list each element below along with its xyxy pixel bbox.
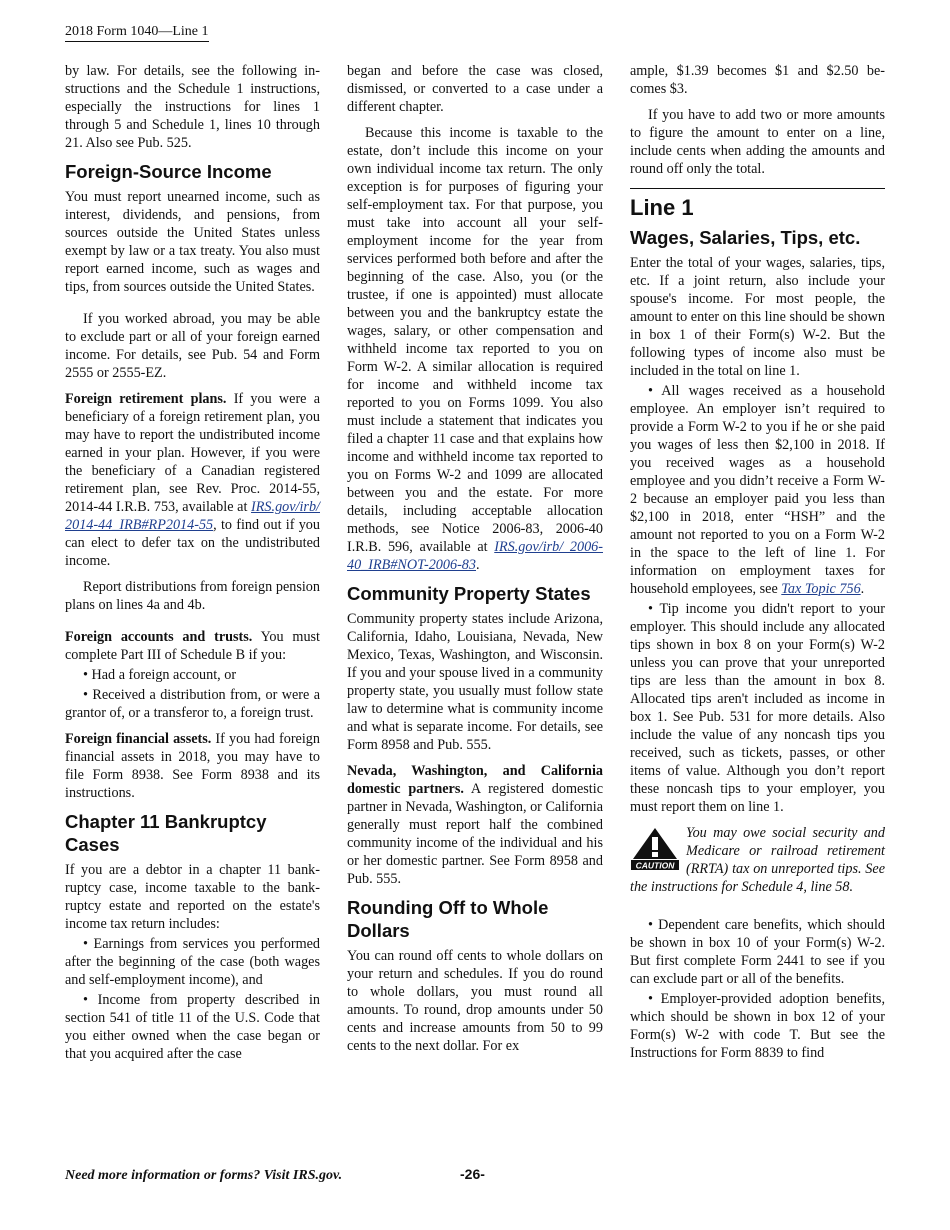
link-irb-2014-44[interactable]: IRS.gov/irb/ 2014-44_IRB#RP2014-55 bbox=[65, 499, 320, 533]
bullet-item: • Earnings from services you performed after the beginning of the case (both wages and self-employment income), and bbox=[65, 936, 320, 988]
paragraph-foreign-accounts bbox=[65, 628, 320, 664]
paragraph-text: Because this income is taxable to the estate, don’t include this income on your own individual income tax return. The only exception is for purposes of figuring your self-employment tax. For that purpose, you must take into account all your self-employment income for the year from services performed both before and after the beginning of the case. Also, you (or the trustee, if one is appointed) must allocate between you and the bankruptcy estate the wages, salary, or other compensation and withheld income tax reported to you on Form W-2. A similar allocation is required for income and withheld income tax reported to you on Forms 1099. You also must include a statement that indicates you filed a chapter 11 case and that explains how income and withheld income tax reported to you on Forms W-2 and 1099 are allocated between you and the estate. For more details, including acceptable allocation methods, see Notice 2006-83, 2006-40 I.R.B. 596, available at bbox=[347, 125, 603, 555]
runin-heading: Foreign retirement plans. bbox=[65, 391, 227, 407]
bullet-item: • Dependent care benefits, which should be shown in box 10 of your Form(s) W-2. But first complete Form 2441 to see if you can exclude part or all of the benefits. bbox=[630, 917, 885, 987]
paragraph: If you have to add two or more amounts to figure the amount to enter on a line, include cents when adding the amounts and round off only the total. bbox=[630, 107, 885, 177]
caution-label: CAUTION bbox=[635, 860, 675, 870]
column-3 bbox=[630, 62, 885, 1064]
caution-box bbox=[630, 824, 885, 896]
paragraph: If you are a debtor in a chapter 11 bankruptcy case, income taxable to the bankruptcy estate and reported on the estate's income tax return includes: bbox=[65, 862, 320, 932]
caution-text: You may owe social security and Medicare or railroad retirement (RRTA) tax on unreported tips. See the instructions for Schedule 4, line 58. bbox=[630, 825, 885, 895]
paragraph: You must report unearned income, such as interest, dividends, and pensions, from sources outside the United States unless exempt by law or a tax treaty. You also must report earned income, such as wages and tips, from sources outside the United States. bbox=[65, 189, 320, 295]
runin-heading: Foreign accounts and trusts. bbox=[65, 629, 253, 645]
paragraph-text: You must complete Part III of Schedule B if you: bbox=[65, 629, 320, 663]
footer-info: Need more information or forms? Visit IRS.gov. bbox=[65, 1168, 343, 1183]
paragraph-text: A registered domestic partner in Nevada, Washington, or California generally must report half the combined community income of the individual and his or her domestic partner. See Form 8958 and Pub. 555. bbox=[347, 781, 603, 887]
paragraph-domestic-partners bbox=[347, 762, 603, 888]
bullet-item: • Received a distribution from, or were a grantor of, or a transferor to, a foreign trust. bbox=[65, 687, 320, 721]
caution-icon bbox=[630, 826, 680, 870]
paragraph-text: . bbox=[860, 581, 865, 597]
heading-community-property: Community Property States bbox=[347, 583, 591, 604]
paragraph: ample, $1.39 becomes $1 and $2.50 becomes $3. bbox=[630, 63, 885, 97]
link-tax-topic-756[interactable]: Tax Topic 756 bbox=[781, 581, 861, 597]
section-divider bbox=[630, 188, 885, 189]
paragraph-text: If you were a beneficiary of a foreign retirement plan, you may have to report the undistributed income earned in your plan. However, if you were the beneficiary of a Canadian registered retirement plan, see Rev. Proc. 2014-55, 2014-44 I.R.B. 753, available at bbox=[65, 391, 321, 515]
paragraph: began and before the case was closed, dismissed, or converted to a case under a different chapter. bbox=[347, 63, 603, 115]
paragraph-foreign-assets bbox=[65, 730, 320, 802]
paragraph: by law. For details, see the following instructions and the Schedule 1 instructions, especially the instructions for lines 1 through 5 and Schedule 1, lines 10 through 21. Also see Pub. 525. bbox=[65, 63, 320, 151]
column-2 bbox=[347, 62, 603, 1063]
column-1 bbox=[65, 62, 320, 1065]
heading-wages: Wages, Salaries, Tips, etc. bbox=[630, 227, 861, 248]
runin-heading: Nevada, Washington, and California domestic partners. bbox=[347, 763, 603, 797]
paragraph-foreign-retirement bbox=[65, 390, 320, 570]
heading-rounding: Rounding Off to Whole Dollars bbox=[347, 897, 549, 941]
bullet-item: • Employer-provided adoption benefits, which should be shown in box 12 of your Form(s) W-2 with code T. But see the Instructions for Form 8839 to find bbox=[630, 991, 885, 1061]
paragraph: If you worked abroad, you may be able to exclude part or all of your foreign earned income. For details, see Pub. 54 and Form 2555 or 2555-EZ. bbox=[65, 311, 320, 381]
paragraph-text: , to find out if you can elect to defer tax on the undistributed income. bbox=[65, 517, 320, 569]
heading-foreign-source-income: Foreign-Source Income bbox=[65, 161, 272, 182]
bullet-item: • Income from property described in section 541 of title 11 of the U.S. Code that you either owned when the case began or that you acquired after the case bbox=[65, 992, 320, 1062]
paragraph: You can round off cents to whole dollars on your return and schedules. If you do round to whole dollars, you must round all amounts. To round, drop amounts under 50 cents and increase amounts from 50 to 99 cents to the next dollar. For ex bbox=[347, 948, 603, 1054]
heading-chapter-11: Chapter 11 Bankruptcy Cases bbox=[65, 811, 267, 855]
paragraph-text: . bbox=[476, 557, 480, 573]
paragraph-text: If you had foreign financial assets in 2018, you may have to file Form 8938. See Form 8938 and its instructions. bbox=[65, 731, 320, 801]
paragraph: Enter the total of your wages, salaries, tips, etc. If a joint return, also include your spouse's income. For most people, the amount to enter on this line should be shown in box 1 of their Form(s) W-2. But the following types of income also must be included in the total on line 1. bbox=[630, 255, 885, 379]
paragraph: Community property states include Arizona, California, Idaho, Louisiana, Nevada, New Mexico, Texas, Washington, and Wisconsin. If you and your spouse lived in a community property state, you usually must follow state law to determine what is community income and what is separate income. For details, see Form 8958 and Pub. 555. bbox=[347, 611, 603, 753]
paragraph-bankruptcy-estate bbox=[347, 124, 603, 574]
bullet-item: • Had a foreign account, or bbox=[83, 667, 237, 683]
bullet-household bbox=[630, 382, 885, 598]
page-number: -26- bbox=[460, 1166, 485, 1182]
heading-line-1: Line 1 bbox=[630, 195, 694, 220]
paragraph: Report distributions from foreign pension plans on lines 4a and 4b. bbox=[65, 579, 320, 613]
running-head: 2018 Form 1040—Line 1 bbox=[65, 24, 209, 39]
runin-heading: Foreign financial assets. bbox=[65, 731, 212, 747]
paragraph-text: • All wages received as a household employee. An employer isn’t required to provide a Form W-2 to you if he or she paid you wages of less then $2,100 in 2018. If you received wages as a household employee and you didn’t receive a Form W-2 because an employer paid you less than $2,100 in 2018, enter “HSH” and the amount not reported to you on a Form W-2 in the space to the left of line 1. For information on employment taxes for household employees, see bbox=[630, 383, 885, 597]
link-irb-2006-40[interactable]: IRS.gov/irb/ 2006-40_IRB#NOT-2006-83 bbox=[347, 539, 603, 573]
bullet-item: • Tip income you didn't report to your employer. This should include any allocated tips shown in box 8 on your Form(s) W-2 unless you can prove that your unreported tips are less than the amount in box 8. Allocated tips aren't included as income in box 1. See Pub. 531 for more details. Also include the value of any noncash tips you received, such as tickets, passes, or other items of value. Although you don’t report these noncash tips to your employer, you must report them on line 1. bbox=[630, 601, 885, 815]
